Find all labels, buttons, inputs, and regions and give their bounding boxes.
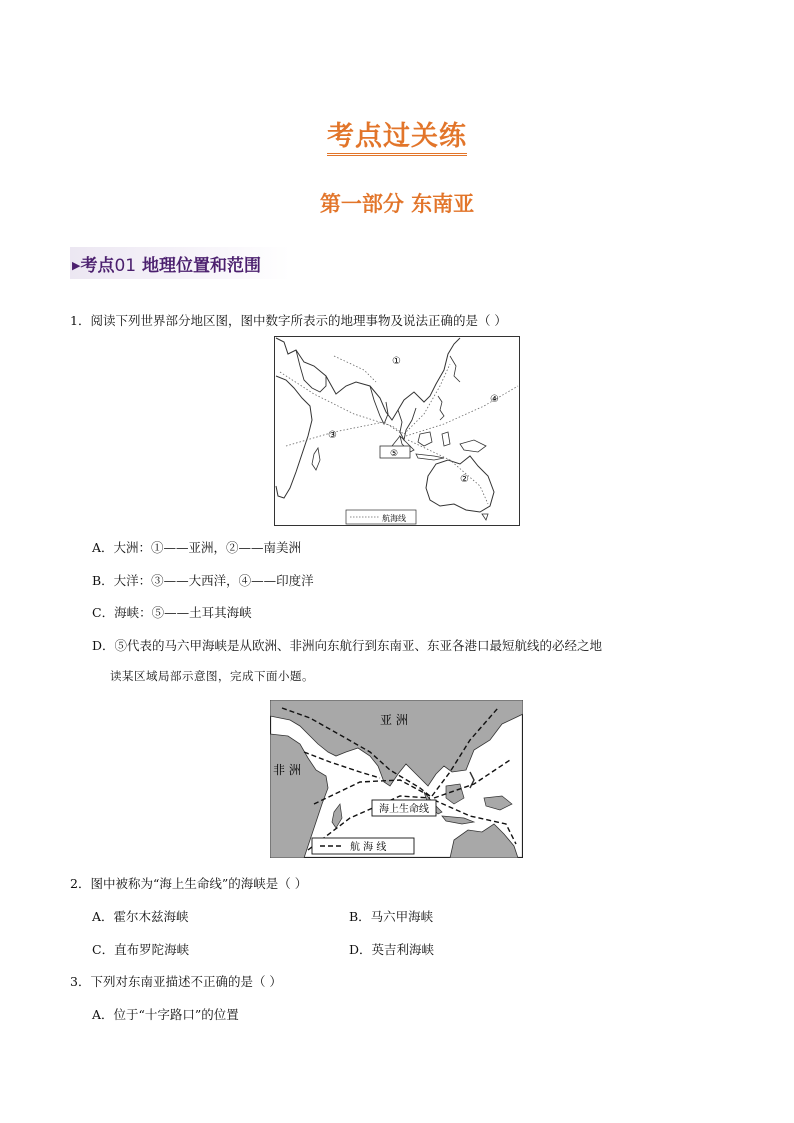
question-1-option-b[interactable]: B．大洋：③——大西洋，④——印度洋 (92, 573, 314, 588)
question-2-option-d[interactable]: D．英吉利海峡 (349, 942, 435, 957)
question-3-stem: 3．下列对东南亚描述不正确的是（ ） (70, 974, 282, 989)
map-label-4: ④ (490, 394, 499, 405)
map-label-2: ② (460, 474, 469, 485)
question-1-option-a[interactable]: A．大洲：①——亚洲，②——南美洲 (92, 540, 302, 555)
map-label-1: ① (392, 356, 401, 367)
map-intro-text: 读某区域局部示意图，完成下面小题。 (110, 669, 314, 683)
section-prefix: 考点 (80, 256, 115, 276)
section-number: 01 (114, 256, 137, 276)
question-3-option-a[interactable]: A．位于“十字路口”的位置 (92, 1007, 239, 1022)
map2-africa-label: 非 洲 (273, 763, 301, 777)
map2-callout-label: 海上生命线 (379, 804, 429, 815)
regional-map-figure (270, 700, 523, 858)
world-region-map-figure (274, 336, 520, 526)
question-2-stem: 2．图中被称为“海上生命线”的海峡是（ ） (70, 876, 308, 891)
map-label-5: ⑤ (390, 449, 399, 459)
page-subtitle: 第一部分 东南亚 (319, 192, 475, 216)
map-legend-label: 航海线 (382, 514, 406, 523)
section-name: 地理位置和范围 (142, 256, 262, 276)
question-2-option-c[interactable]: C．直布罗陀海峡 (92, 942, 190, 957)
map2-asia-label: 亚 洲 (380, 713, 408, 727)
question-2-option-a[interactable]: A．霍尔木兹海峡 (92, 909, 189, 924)
page-title (0, 114, 794, 153)
section-header (72, 251, 261, 276)
map2-legend-label: 航 海 线 (350, 842, 387, 853)
page-title-text: 考点过关练 (327, 121, 467, 156)
question-2-option-b[interactable]: B．马六甲海峡 (349, 909, 434, 924)
triangle-marker-icon: ▶ (72, 259, 81, 272)
map-label-3: ③ (328, 430, 337, 441)
question-1-option-d[interactable]: D．⑤代表的马六甲海峡是从欧洲、非洲向东航行到东南亚、东亚各港口最短航线的必经之地 (92, 638, 603, 653)
question-1-stem: 1．阅读下列世界部分地区图，图中数字所表示的地理事物及说法正确的是（ ） (70, 313, 507, 328)
question-1-option-c[interactable]: C．海峡：⑤——土耳其海峡 (92, 605, 252, 620)
